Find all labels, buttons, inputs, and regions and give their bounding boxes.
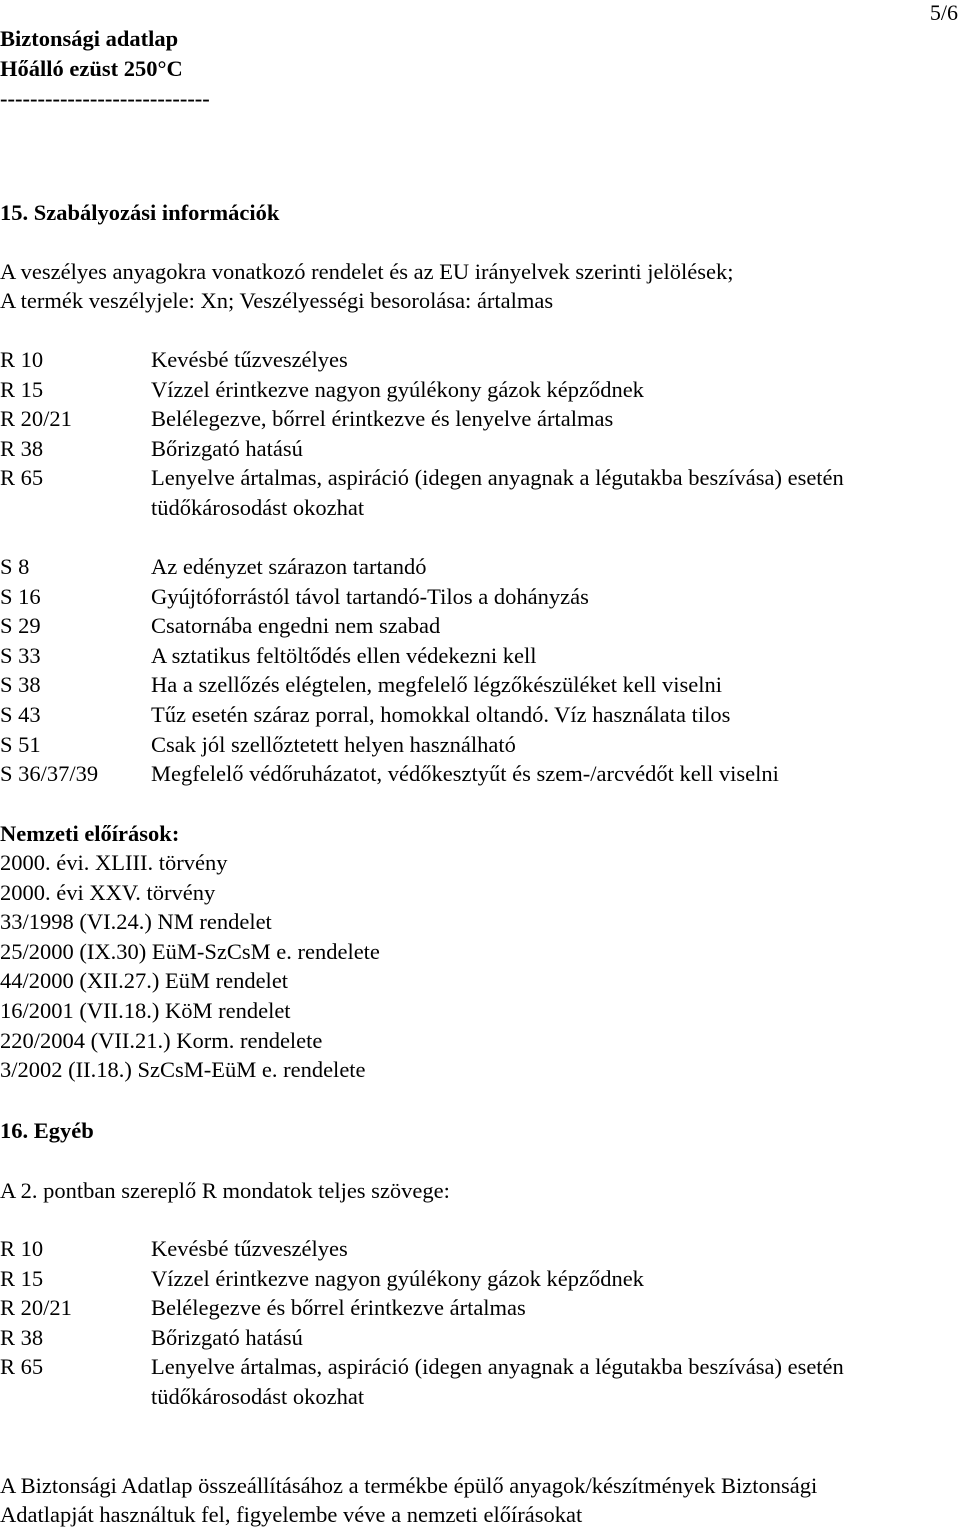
r-phrase-code: R 20/21 (0, 406, 72, 432)
r-phrase-row (0, 345, 960, 375)
r-phrase-text: Belélegezve és bőrrel érintkezve ártalmas (151, 1295, 526, 1321)
s-phrase-row (0, 582, 960, 612)
s-phrase-text: Megfelelő védőruházatot, védőkesztyűt és szem-/arcvédőt kell viselni (151, 761, 779, 787)
r-phrase-row (0, 1323, 960, 1353)
s-phrase-code: S 33 (0, 642, 41, 668)
r-phrase-code: R 38 (0, 435, 44, 461)
r-phrase-code: R 20/21 (0, 1295, 72, 1321)
s-phrase-text: Az edényzet szárazon tartandó (151, 554, 427, 579)
r-phrase-row (0, 463, 960, 522)
regulation-item: 16/2001 (VII.18.) KöM rendelet (0, 997, 291, 1023)
s-phrase-row (0, 670, 960, 700)
s-phrase-row (0, 552, 960, 582)
r-phrase-row (0, 1352, 960, 1411)
r-phrase-list (0, 345, 960, 523)
national-regulations-heading: Nemzeti előírások: (0, 821, 180, 846)
s-phrase-code: S 36/37/39 (0, 761, 99, 787)
r-phrase-code: R 65 (0, 465, 44, 491)
r-phrase-text-continued: tüdőkárosodást okozhat (151, 1383, 365, 1409)
regulation-item: 25/2000 (IX.30) EüM-SzCsM e. rendelete (0, 938, 380, 964)
regulation-item: 3/2002 (II.18.) SzCsM-EüM e. rendelete (0, 1057, 366, 1083)
s-phrase-code: S 51 (0, 731, 41, 757)
regulation-item: 2000. évi XXV. törvény (0, 879, 216, 905)
r-phrase-row (0, 404, 960, 434)
s-phrase-code: S 38 (0, 672, 41, 698)
header-separator: ---------------------------- (0, 86, 210, 111)
r-phrase-code: R 15 (0, 376, 44, 402)
r-phrase-code: R 10 (0, 1236, 44, 1261)
r-phrase-text: Vízzel érintkezve nagyon gyúlékony gázok képződnek (151, 376, 644, 402)
s-phrase-text: Gyújtóforrástól távol tartandó-Tilos a dohányzás (151, 583, 589, 609)
closing-line-2: Adatlapját használtuk fel, figyelembe véve a nemzeti előírásokat (0, 1502, 583, 1527)
r-phrase-code: R 38 (0, 1324, 44, 1350)
r-phrase-text: Bőrizgató hatású (151, 435, 303, 461)
s-phrase-row (0, 641, 960, 671)
r-phrase-code: R 10 (0, 347, 44, 372)
regulation-item: 2000. évi. XLIII. törvény (0, 850, 228, 875)
section16-intro: A 2. pontban szereplő R mondatok teljes szövege: (0, 1178, 450, 1203)
s-phrase-text: Csatornába engedni nem szabad (151, 613, 441, 639)
regulation-item: 220/2004 (VII.21.) Korm. rendelete (0, 1027, 323, 1053)
r-phrase-code: R 65 (0, 1354, 44, 1380)
r-phrase-row (0, 434, 960, 464)
page-number: 5/6 (929, 0, 958, 25)
r-phrase-text: Belélegezve, bőrrel érintkezve és lenyelve ártalmas (151, 406, 614, 432)
s-phrase-text: A sztatikus feltöltődés ellen védekezni kell (151, 642, 537, 668)
r-phrase-text: Lenyelve ártalmas, aspiráció (idegen anyagnak a légutakba beszívása) esetén (151, 1354, 844, 1380)
r-phrase-code: R 15 (0, 1265, 44, 1291)
s-phrase-row (0, 611, 960, 641)
r-phrase-text: Bőrizgató hatású (151, 1324, 303, 1350)
regulation-item: 33/1998 (VI.24.) NM rendelet (0, 909, 272, 935)
r-phrase-row (0, 1234, 960, 1264)
s-phrase-row (0, 700, 960, 730)
r-phrase-text-continued: tüdőkárosodást okozhat (151, 494, 365, 520)
r-phrase-row (0, 375, 960, 405)
r-phrase-text: Kevésbé tűzveszélyes (151, 1236, 348, 1261)
s-phrase-text: Ha a szellőzés elégtelen, megfelelő légzőkészüléket kell viselni (151, 672, 723, 698)
r-phrase-text: Lenyelve ártalmas, aspiráció (idegen anyagnak a légutakba beszívása) esetén (151, 465, 844, 491)
s-phrase-text: Csak jól szellőztetett helyen használható (151, 731, 516, 757)
r-phrase-text: Vízzel érintkezve nagyon gyúlékony gázok képződnek (151, 1265, 644, 1291)
s-phrase-code: S 16 (0, 583, 41, 609)
national-regulations-list (0, 848, 380, 1085)
r-phrase-row (0, 1293, 960, 1323)
s-phrase-row (0, 730, 960, 760)
s-phrase-code: S 43 (0, 701, 41, 727)
r-phrase-row (0, 1264, 960, 1294)
s-phrase-row (0, 759, 960, 789)
section16-heading: 16. Egyéb (0, 1118, 94, 1143)
s-phrase-list (0, 552, 960, 789)
document-title: Biztonsági adatlap (0, 26, 179, 51)
section15-intro-line-1: A veszélyes anyagokra vonatkozó rendelet és az EU irányelvek szerinti jelölések; (0, 259, 734, 284)
section15-intro-line-2: A termék veszélyjele: Xn; Veszélyességi besorolása: ártalmas (0, 288, 554, 313)
r-phrase-text: Kevésbé tűzveszélyes (151, 347, 348, 372)
closing-line-1: A Biztonsági Adatlap összeállításához a termékbe épülő anyagok/készítmények Biztonsági (0, 1473, 818, 1498)
product-name: Hőálló ezüst 250°C (0, 56, 183, 81)
s-phrase-text: Tűz esetén száraz porral, homokkal oltandó. Víz használata tilos (151, 701, 731, 727)
s-phrase-code: S 29 (0, 613, 41, 639)
s-phrase-code: S 8 (0, 554, 30, 579)
section15-heading: 15. Szabályozási információk (0, 200, 280, 225)
regulation-item: 44/2000 (XII.27.) EüM rendelet (0, 968, 289, 994)
r-phrase-full-list (0, 1234, 960, 1412)
